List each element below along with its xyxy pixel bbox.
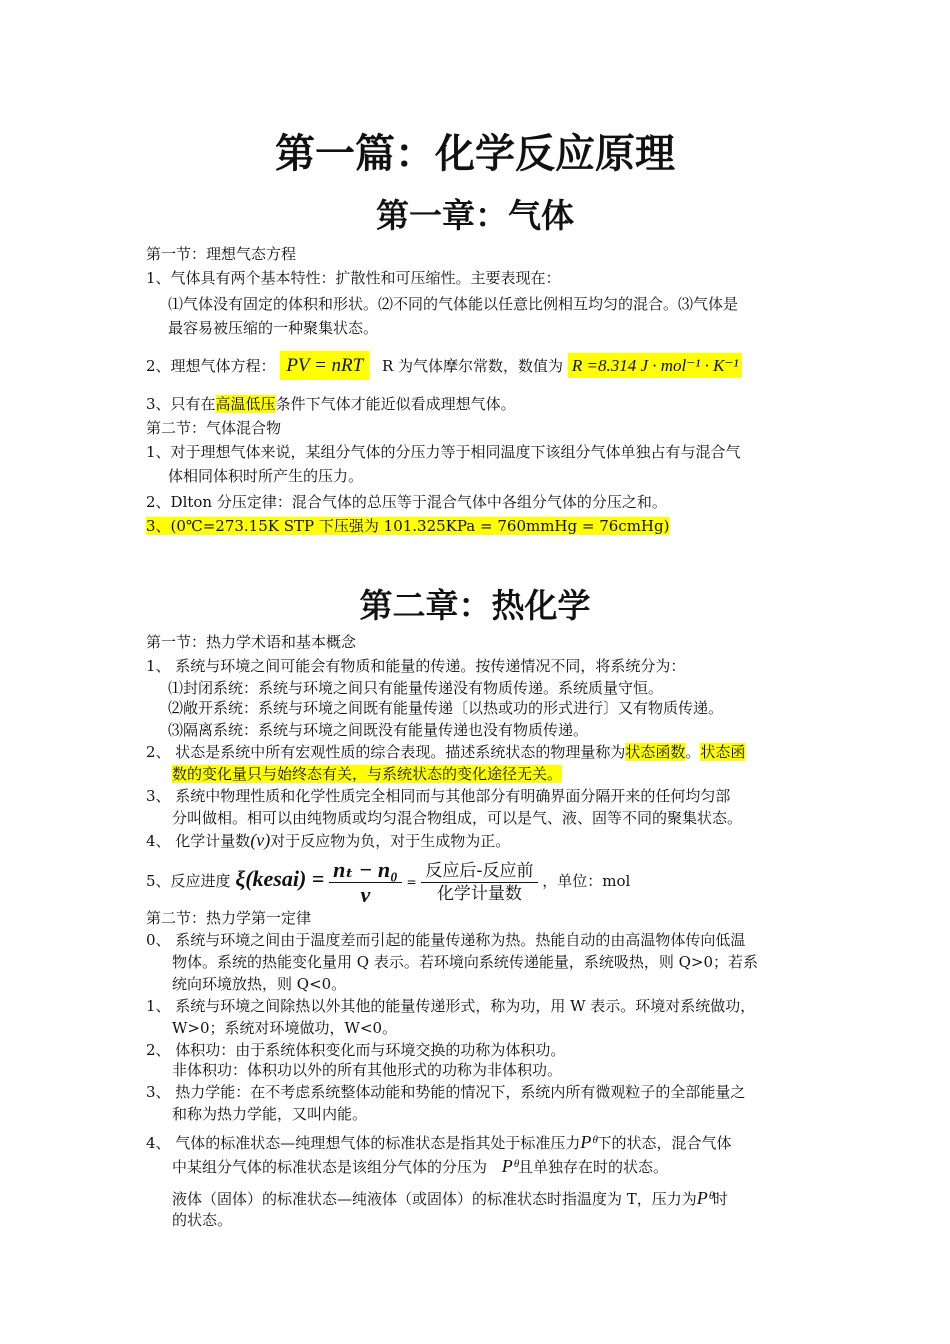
stoichiometric-symbol: (ν) (250, 830, 271, 850)
reaction-extent-line (146, 852, 630, 906)
text: 4、 气体的标准状态—纯理想气体的标准状态是指其处于标准压力 (146, 1134, 581, 1152)
paragraph: W>0；系统对环境做功，W<0。 (172, 1019, 398, 1037)
paragraph: 的状态。 (172, 1211, 233, 1229)
fraction-numerator: 反应后-反应前 (421, 860, 537, 883)
chapter-1-title: 第一章：气体 (376, 196, 574, 235)
paragraph (146, 516, 669, 536)
text: 。 (685, 743, 701, 761)
text: 5、反应进度 (146, 872, 231, 890)
standard-pressure-symbol: Pᶿ (580, 1132, 597, 1152)
paragraph: 统向环境放热，则 Q<0。 (172, 975, 347, 993)
ideal-gas-equation-line (146, 354, 742, 378)
paragraph: ⑴气体没有固定的体积和形状。⑵不同的气体能以任意比例相互均匀的混合。⑶气体是 (168, 295, 739, 313)
reaction-extent-symbol: ξ(kesai) = (235, 866, 325, 891)
paragraph: 和称为热力学能，又叫内能。 (172, 1105, 368, 1123)
paragraph (172, 764, 562, 784)
paragraph: 1、 系统与环境之间可能会有物质和能量的传递。按传递情况不同，将系统分为： (146, 657, 686, 675)
paragraph: 最容易被压缩的一种聚集状态。 (168, 319, 379, 337)
paragraph: 1、对于理想气体来说，某组分气体的分压力等于相同温度下该组分气体单独占有与混合气 (146, 443, 741, 461)
text: 4、 化学计量数 (146, 832, 251, 850)
text: 下的状态，混合气体 (596, 1134, 732, 1152)
highlight: 高温低压 (215, 395, 276, 413)
highlight: 数的变化量只与始终态有关，与系统状态的变化途径无关。 (172, 765, 563, 783)
paragraph: 体相同体积时所产生的压力。 (168, 467, 364, 485)
standard-pressure-symbol: Pᶿ (501, 1156, 518, 1176)
section-2-title: 第二节：热力学第一定律 (146, 909, 312, 927)
paragraph: 2、 体积功：由于系统体积变化而与环境交换的功称为体积功。 (146, 1041, 566, 1059)
text: 3、只有在 (146, 395, 216, 413)
paragraph: ⑶隔离系统：系统与环境之间既没有能量传递也没有物质传递。 (168, 721, 589, 739)
text: 条件下气体才能近似看成理想气体。 (275, 395, 516, 413)
equals-sign: = (406, 875, 417, 889)
paragraph: 分叫做相。相可以由纯物质或均匀混合物组成，可以是气、液、固等不同的聚集状态。 (172, 809, 743, 827)
paragraph (146, 742, 745, 762)
paragraph: ⑴封闭系统：系统与环境之间只有能量传递没有物质传递。系统质量守恒。 (168, 679, 664, 697)
text: 液体（固体）的标准状态—纯液体（或固体）的标准状态时指温度为 T，压力为 (172, 1190, 697, 1208)
text: 2、 状态是系统中所有宏观性质的综合表现。描述系统状态的物理量称为 (146, 743, 626, 761)
paragraph: 1、气体具有两个基本特性：扩散性和可压缩性。主要表现在： (146, 269, 561, 287)
fraction (421, 860, 537, 905)
fraction-denominator: 化学计量数 (436, 883, 522, 904)
text: 时 (712, 1190, 728, 1208)
text: ，单位：mol (542, 872, 631, 890)
highlight: 状态函数 (625, 743, 686, 761)
text: 对于反应物为负，对于生成物为正。 (270, 832, 511, 850)
paragraph: 1、 系统与环境之间除热以外其他的能量传递形式，称为功，用 W 表示。环境对系统做功， (146, 997, 756, 1015)
paragraph: 0、 系统与环境之间由于温度差而引起的能量传递称为热。热能自动的由高温物体传向低温 (146, 931, 746, 949)
paragraph: 3、 系统中物理性质和化学性质完全相同而与其他部分有明确界面分隔开来的任何均匀部 (146, 787, 731, 805)
text: 中某组分气体的标准状态是该组分气体的分压为 (172, 1158, 488, 1176)
standard-pressure-symbol: Pᶿ (696, 1188, 713, 1208)
part-title: 第一篇：化学反应原理 (275, 131, 675, 177)
paragraph (172, 1186, 728, 1211)
fraction-denominator: ν (360, 881, 371, 907)
ideal-gas-equation: PV = nRT (280, 351, 369, 380)
section-1-title: 第一节：理想气态方程 (146, 245, 297, 263)
paragraph: 2、Dlton 分压定律：混合气体的总压等于混合气体中各组分气体的分压之和。 (146, 493, 667, 511)
highlight: 状态函 (700, 743, 746, 761)
section-1-title: 第一节：热力学术语和基本概念 (146, 633, 357, 651)
section-2-title: 第二节：气体混合物 (146, 419, 282, 437)
text: 且单独存在时的状态。 (517, 1158, 668, 1176)
paragraph: 3、 热力学能：在不考虑系统整体动能和势能的情况下，系统内所有微观粒子的全部能量之 (146, 1083, 746, 1101)
paragraph (146, 1130, 731, 1155)
paragraph: 非体积功：体积功以外的所有其他形式的功称为非体积功。 (172, 1061, 563, 1079)
text: R 为气体摩尔常数，数值为 (381, 357, 564, 375)
paragraph (146, 830, 510, 851)
gas-constant-value: R =8.314 J · mol⁻¹ · K⁻¹ (568, 353, 743, 378)
chapter-2-title: 第二章：热化学 (359, 586, 591, 625)
paragraph (172, 1154, 668, 1179)
fraction-numerator: nₜ − n₀ (329, 858, 402, 883)
paragraph (146, 394, 516, 414)
fraction (329, 858, 402, 907)
highlight: 3、(0℃=273.15K STP 下压强为 101.325KPa = 760mmHg = 76cmHg) (146, 517, 670, 535)
text: 2、理想气体方程： (146, 357, 276, 375)
paragraph: ⑵敞开系统：系统与环境之间既有能量传递〔以热或功的形式进行〕又有物质传递。 (168, 699, 724, 717)
paragraph: 物体。系统的热能变化量用 Q 表示。若环境向系统传递能量，系统吸热，则 Q>0；若系 (172, 953, 759, 971)
